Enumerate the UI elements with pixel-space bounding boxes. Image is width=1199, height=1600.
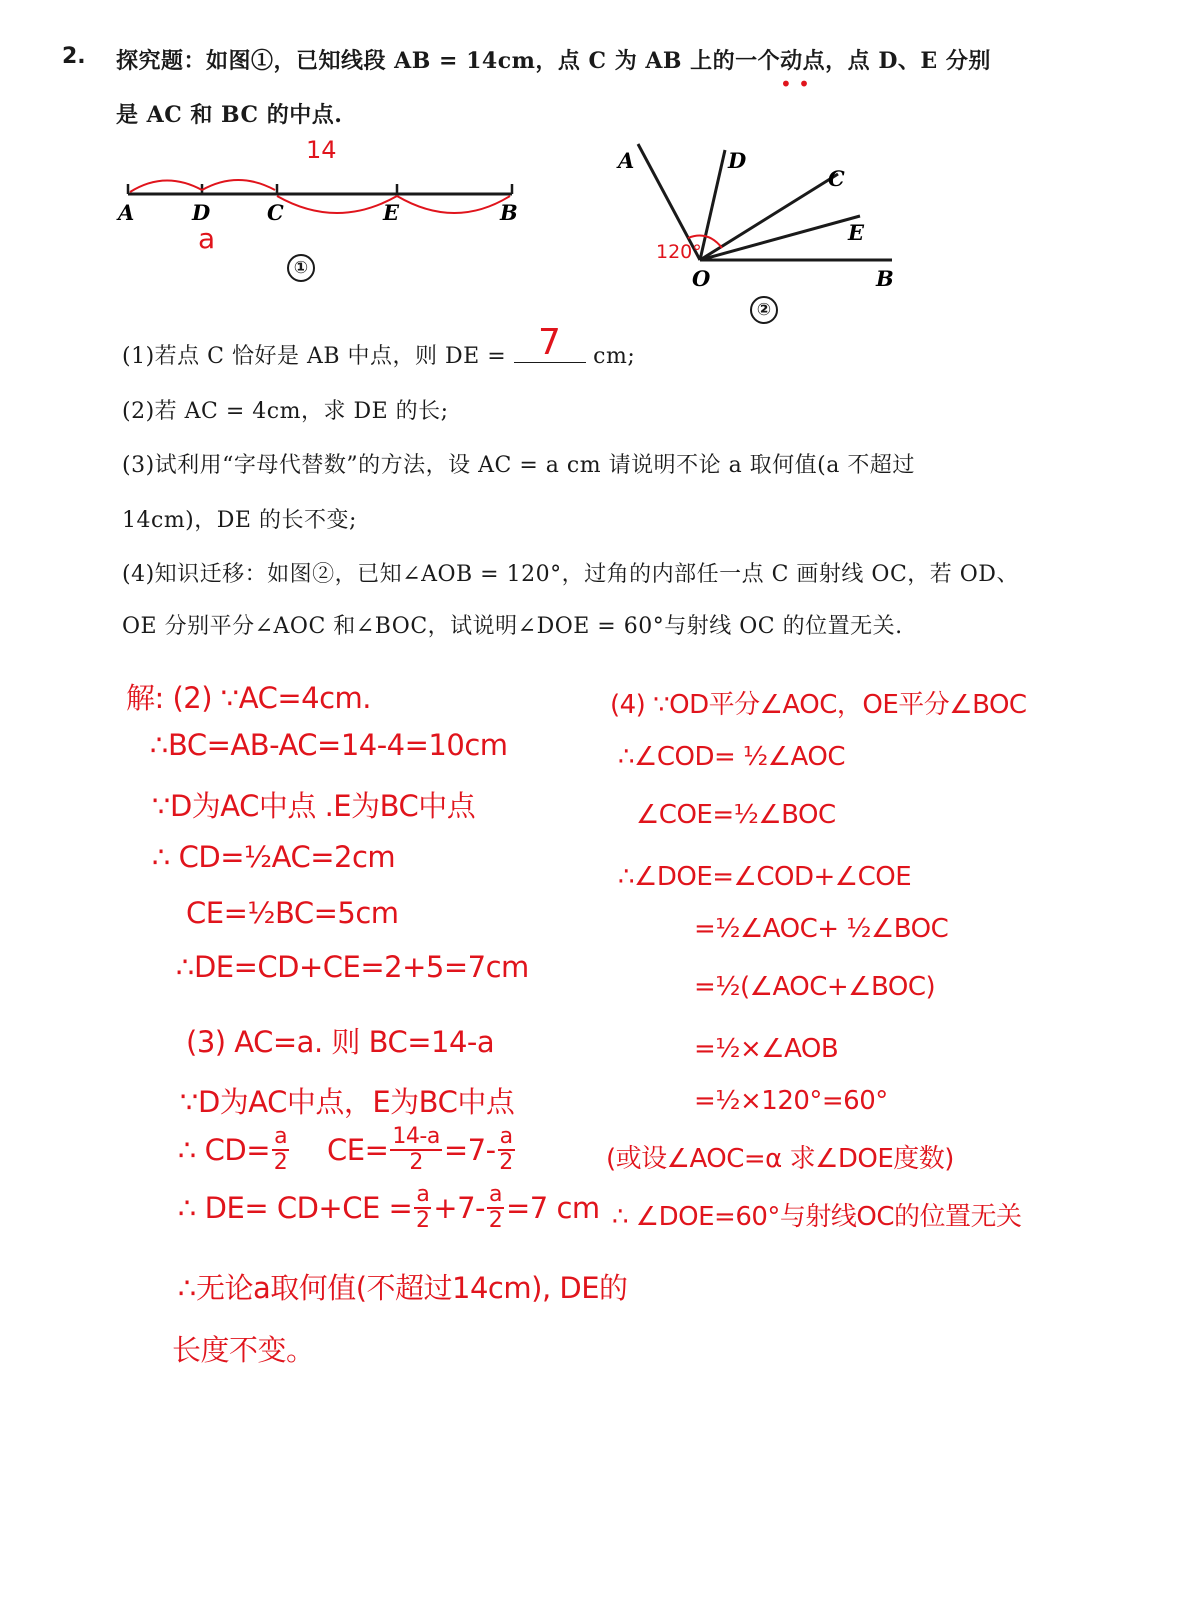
question-stem-line2: 是 AC 和 BC 的中点. — [116, 102, 343, 128]
frac-num: a — [489, 1182, 502, 1207]
fraction-a-over-2 — [272, 1126, 289, 1174]
part-1-blank — [514, 322, 586, 363]
frac-num: 14-a — [392, 1124, 440, 1149]
frac-num: a — [416, 1182, 430, 1207]
sol-right-7: =½×∠AOB — [694, 1034, 839, 1064]
de-middle: +7- — [433, 1191, 486, 1225]
de-result: =7 cm — [506, 1191, 600, 1225]
frac-den: 2 — [409, 1150, 423, 1175]
sol-left-9 — [178, 1126, 517, 1174]
de-label: ∴ DE= CD+CE = — [178, 1191, 413, 1225]
part-3-line1: (3)试利用“字母代替数”的方法，设 AC = a cm 请说明不论 a 取何值(a 不超过 — [122, 453, 915, 478]
sol-right-6: =½(∠AOC+∠BOC) — [694, 972, 936, 1002]
part-3-line2: 14cm)，DE 的长不变; — [122, 508, 357, 533]
part-2: (2)若 AC = 4cm，求 DE 的长; — [122, 399, 449, 424]
frac-den: 2 — [499, 1150, 513, 1175]
ce-result: =7- — [443, 1133, 496, 1167]
angle-120-label: 120° — [656, 241, 702, 263]
label-b2: B — [876, 266, 894, 291]
part-1-prefix: (1)若点 C 恰好是 AB 中点，则 DE = — [122, 344, 507, 369]
label-c: C — [267, 200, 284, 225]
label-o2: O — [692, 266, 711, 291]
label-d: D — [192, 200, 211, 225]
part-1-suffix: cm; — [593, 344, 636, 369]
sol-right-1: (4) ∵OD平分∠AOC，OE平分∠BOC — [610, 690, 1027, 720]
sol-left-4: ∴ CD=½AC=2cm — [152, 840, 396, 874]
part-4-line1: (4)知识迁移：如图②，已知∠AOB = 120°，过角的内部任一点 C 画射线 OC，若 OD、 — [122, 562, 1019, 587]
frac-den: 2 — [488, 1208, 503, 1233]
ray-oe — [700, 216, 860, 260]
question-stem-line1: 探究题：如图①，已知线段 AB = 14cm，点 C 为 AB 上的一个动点，点 D、E 分别 — [116, 48, 991, 74]
ray-od — [700, 150, 725, 260]
question-number: 2. — [62, 44, 86, 69]
label-d2: D — [728, 148, 747, 173]
frac-num: a — [274, 1124, 288, 1149]
sol-left-8: ∵D为AC中点，E为BC中点 — [180, 1085, 515, 1119]
part-1-answer: 7 — [537, 322, 562, 363]
sol-left-3: ∵D为AC中点 .E为BC中点 — [152, 789, 476, 823]
label-a: A — [118, 200, 135, 225]
sol-right-3: ∠COE=½∠BOC — [636, 800, 836, 830]
frac-den: 2 — [416, 1208, 430, 1233]
fraction-a-over-2 — [487, 1184, 504, 1232]
figure-2-caption: ② — [750, 296, 778, 324]
fraction-14-a-over-2 — [390, 1126, 441, 1174]
annotation-a: a — [198, 222, 216, 255]
ce-label: CE= — [327, 1133, 389, 1167]
arc-ce — [277, 196, 397, 213]
sol-left-12: 长度不变。 — [172, 1333, 315, 1367]
label-b: B — [500, 200, 518, 225]
frac-den: 2 — [273, 1150, 288, 1175]
sol-right-9: (或设∠AOC=α 求∠DOE度数) — [606, 1144, 954, 1174]
sol-left-6: ∴DE=CD+CE=2+5=7cm — [176, 950, 529, 984]
arc-dc — [202, 180, 275, 190]
sol-right-5: =½∠AOC+ ½∠BOC — [694, 914, 949, 944]
figure-1-segment — [110, 130, 540, 290]
sol-left-11: ∴无论a取何值(不超过14cm), DE的 — [178, 1271, 628, 1305]
label-c2: C — [828, 166, 845, 191]
part-4-line2: OE 分别平分∠AOC 和∠BOC，试说明∠DOE = 60°与射线 OC 的位置无关. — [122, 614, 903, 639]
sol-left-7: (3) AC=a. 则 BC=14-a — [186, 1025, 495, 1059]
fraction-a-over-2 — [414, 1184, 431, 1232]
arc-ad — [130, 180, 202, 192]
sol-left-5: CE=½BC=5cm — [186, 896, 399, 930]
emphasis-dots: • • — [780, 72, 810, 96]
part-1 — [122, 322, 636, 370]
sol-right-8: =½×120°=60° — [694, 1086, 888, 1116]
sol-left-1: 解: (2) ∵AC=4cm. — [126, 681, 371, 715]
label-e: E — [383, 200, 400, 225]
cd-label: ∴ CD= — [178, 1133, 271, 1167]
fraction-a-over-2 — [498, 1126, 515, 1174]
label-a2: A — [618, 148, 635, 173]
sol-left-2: ∴BC=AB-AC=14-4=10cm — [150, 728, 508, 762]
sol-right-10: ∴ ∠DOE=60°与射线OC的位置无关 — [612, 1202, 1022, 1232]
annotation-14: 14 — [306, 136, 337, 164]
sol-left-10 — [178, 1184, 600, 1232]
figure-1-caption: ① — [287, 254, 315, 282]
sol-right-2: ∴∠COD= ½∠AOC — [618, 742, 845, 772]
figure-2-angle — [600, 130, 910, 300]
arc-eb — [397, 196, 510, 213]
frac-num: a — [499, 1124, 513, 1149]
sol-right-4: ∴∠DOE=∠COD+∠COE — [618, 862, 912, 892]
label-e2: E — [848, 220, 865, 245]
